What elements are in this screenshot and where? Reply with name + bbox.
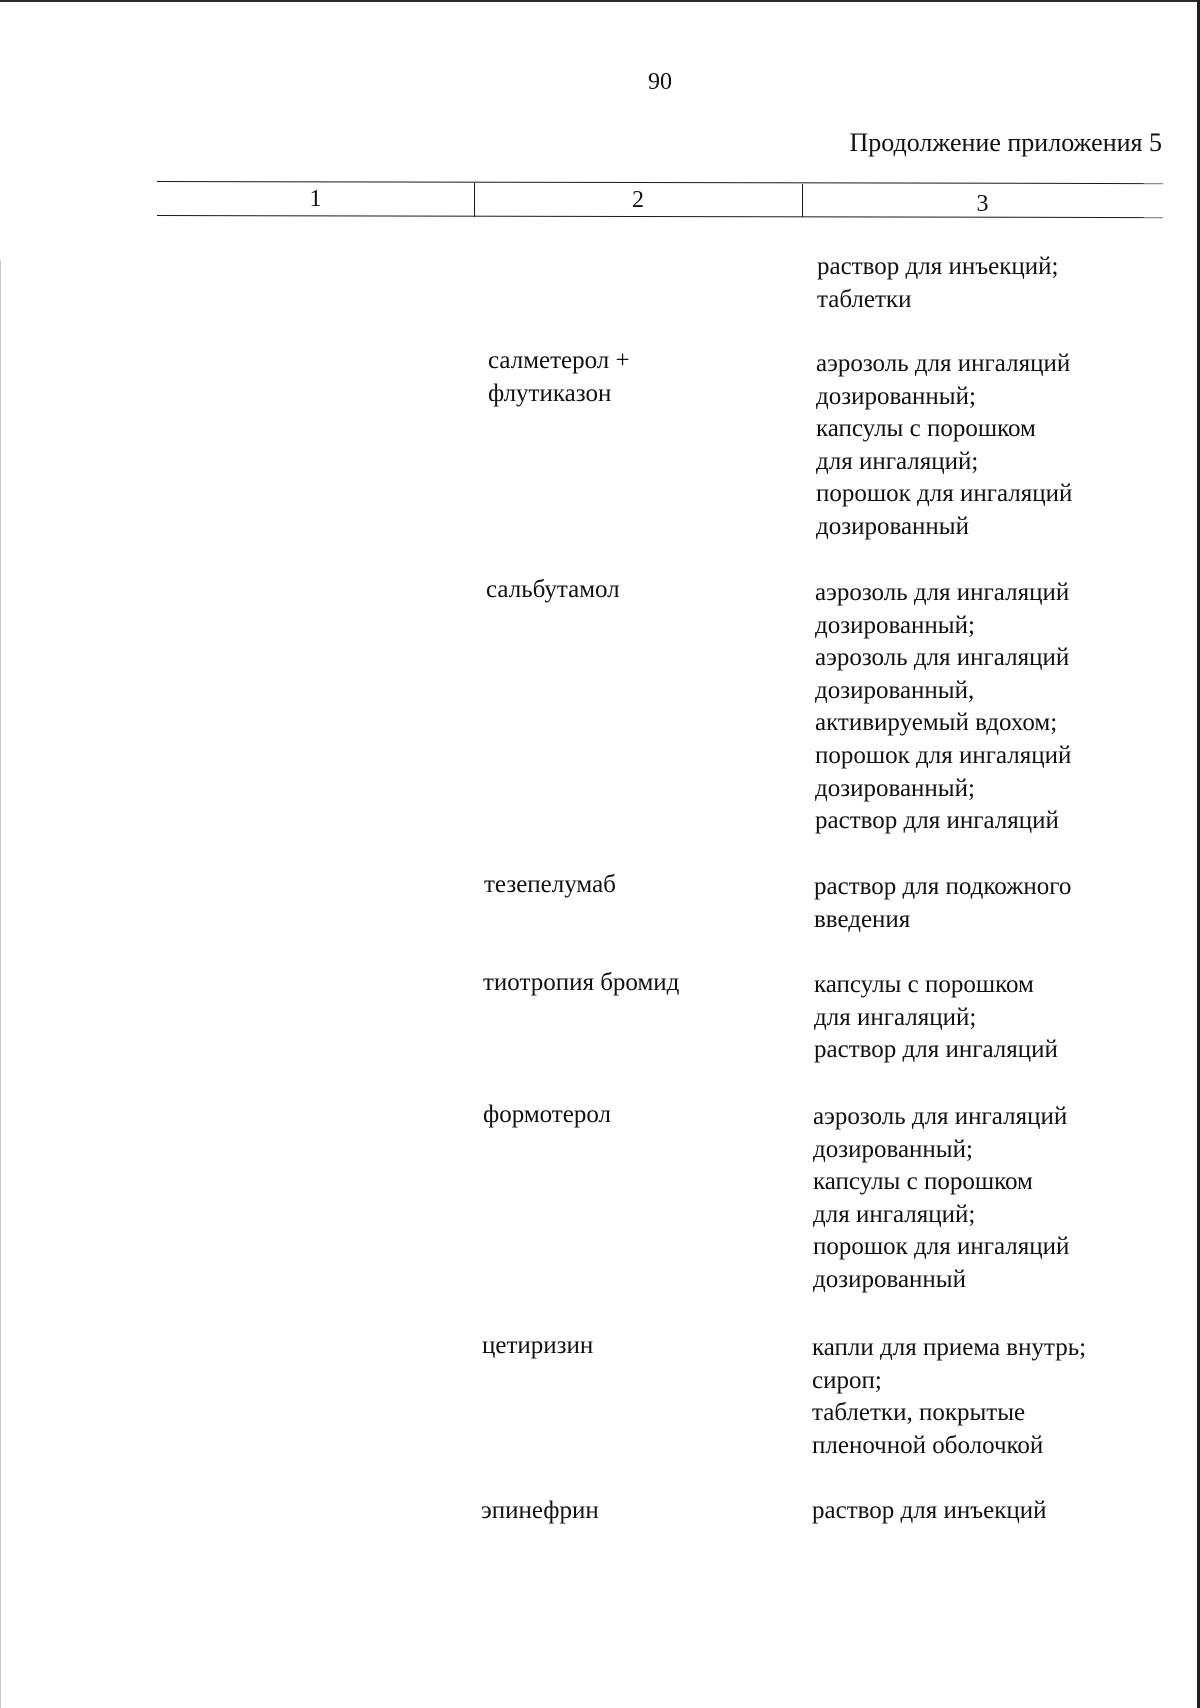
name-line: флутиказон <box>488 379 612 407</box>
table-row-1-name <box>488 345 788 410</box>
form-line: дозированный, <box>815 676 975 704</box>
form-line: раствор для инъекций <box>812 1497 1047 1524</box>
table-row-1-forms <box>816 348 1176 544</box>
form-line: дозированный; <box>813 1135 973 1163</box>
scan-edge-top <box>0 0 1200 2</box>
form-line: пленочной оболочкой <box>812 1431 1044 1459</box>
form-line: аэрозоль для ингаляций <box>815 644 1070 672</box>
table-row-3-forms <box>814 871 1174 936</box>
form-line: для ингаляций; <box>814 1003 977 1031</box>
form-line: таблетки, покрытые <box>812 1399 1026 1427</box>
table-row-7-forms <box>812 1495 1172 1528</box>
column-number-1: 1 <box>309 186 322 212</box>
table-row-2-forms <box>815 577 1175 838</box>
form-line: активируемый вдохом; <box>815 709 1058 737</box>
table-row-0-forms <box>817 251 1177 316</box>
table-row-4-forms <box>814 969 1174 1067</box>
form-line: порошок для ингаляций <box>813 1233 1070 1261</box>
table-row-3-name: тезепелумаб <box>484 871 616 898</box>
table-row-7-name: эпинефрин <box>481 1497 599 1524</box>
form-line: капсулы с порошком <box>814 971 1034 998</box>
form-line: дозированный <box>813 1265 966 1293</box>
form-line: порошок для ингаляций <box>815 741 1072 769</box>
form-line: аэрозоль для ингаляций <box>816 350 1071 377</box>
form-line: раствор для ингаляций <box>814 1036 1058 1064</box>
table-row-6-forms <box>812 1332 1172 1462</box>
form-line: введения <box>814 905 911 933</box>
form-line: раствор для инъекций; <box>817 253 1059 280</box>
table-row-6-name: цетиризин <box>482 1332 594 1359</box>
table-row-5-forms <box>813 1101 1173 1297</box>
column-number-2: 2 <box>632 187 644 213</box>
form-line: дозированный; <box>815 611 975 639</box>
form-line: дозированный <box>816 512 969 540</box>
form-line: раствор для ингаляций <box>815 807 1059 835</box>
table-row-2-name: сальбутамол <box>486 576 620 603</box>
table-row-5-name: формотерол <box>483 1101 611 1128</box>
form-line: капли для приема внутрь; <box>812 1334 1087 1361</box>
table-header-top-rule <box>157 181 1163 184</box>
form-line: сироп; <box>812 1366 882 1394</box>
column-number-3: 3 <box>976 191 989 217</box>
form-line: капсулы с порошком <box>816 415 1036 443</box>
table-row-4-name: тиотропия бромид <box>483 969 680 996</box>
form-line: капсулы с порошком <box>813 1168 1033 1196</box>
form-line: дозированный; <box>816 382 976 410</box>
form-line: раствор для подкожного <box>814 873 1072 900</box>
form-line: дозированный; <box>815 774 975 802</box>
appendix-title: Продолжение приложения 5 <box>849 128 1162 157</box>
form-line: аэрозоль для ингаляций <box>813 1103 1068 1130</box>
form-line: порошок для ингаляций <box>816 480 1073 508</box>
page-number: 90 <box>648 69 672 95</box>
form-line: для ингаляций; <box>813 1200 976 1228</box>
form-line: аэрозоль для ингаляций <box>815 579 1070 606</box>
form-line: таблетки <box>817 285 912 313</box>
name-line: салметерол + <box>488 347 630 374</box>
form-line: для ингаляций; <box>816 447 979 475</box>
scan-edge-left <box>0 260 1 1708</box>
